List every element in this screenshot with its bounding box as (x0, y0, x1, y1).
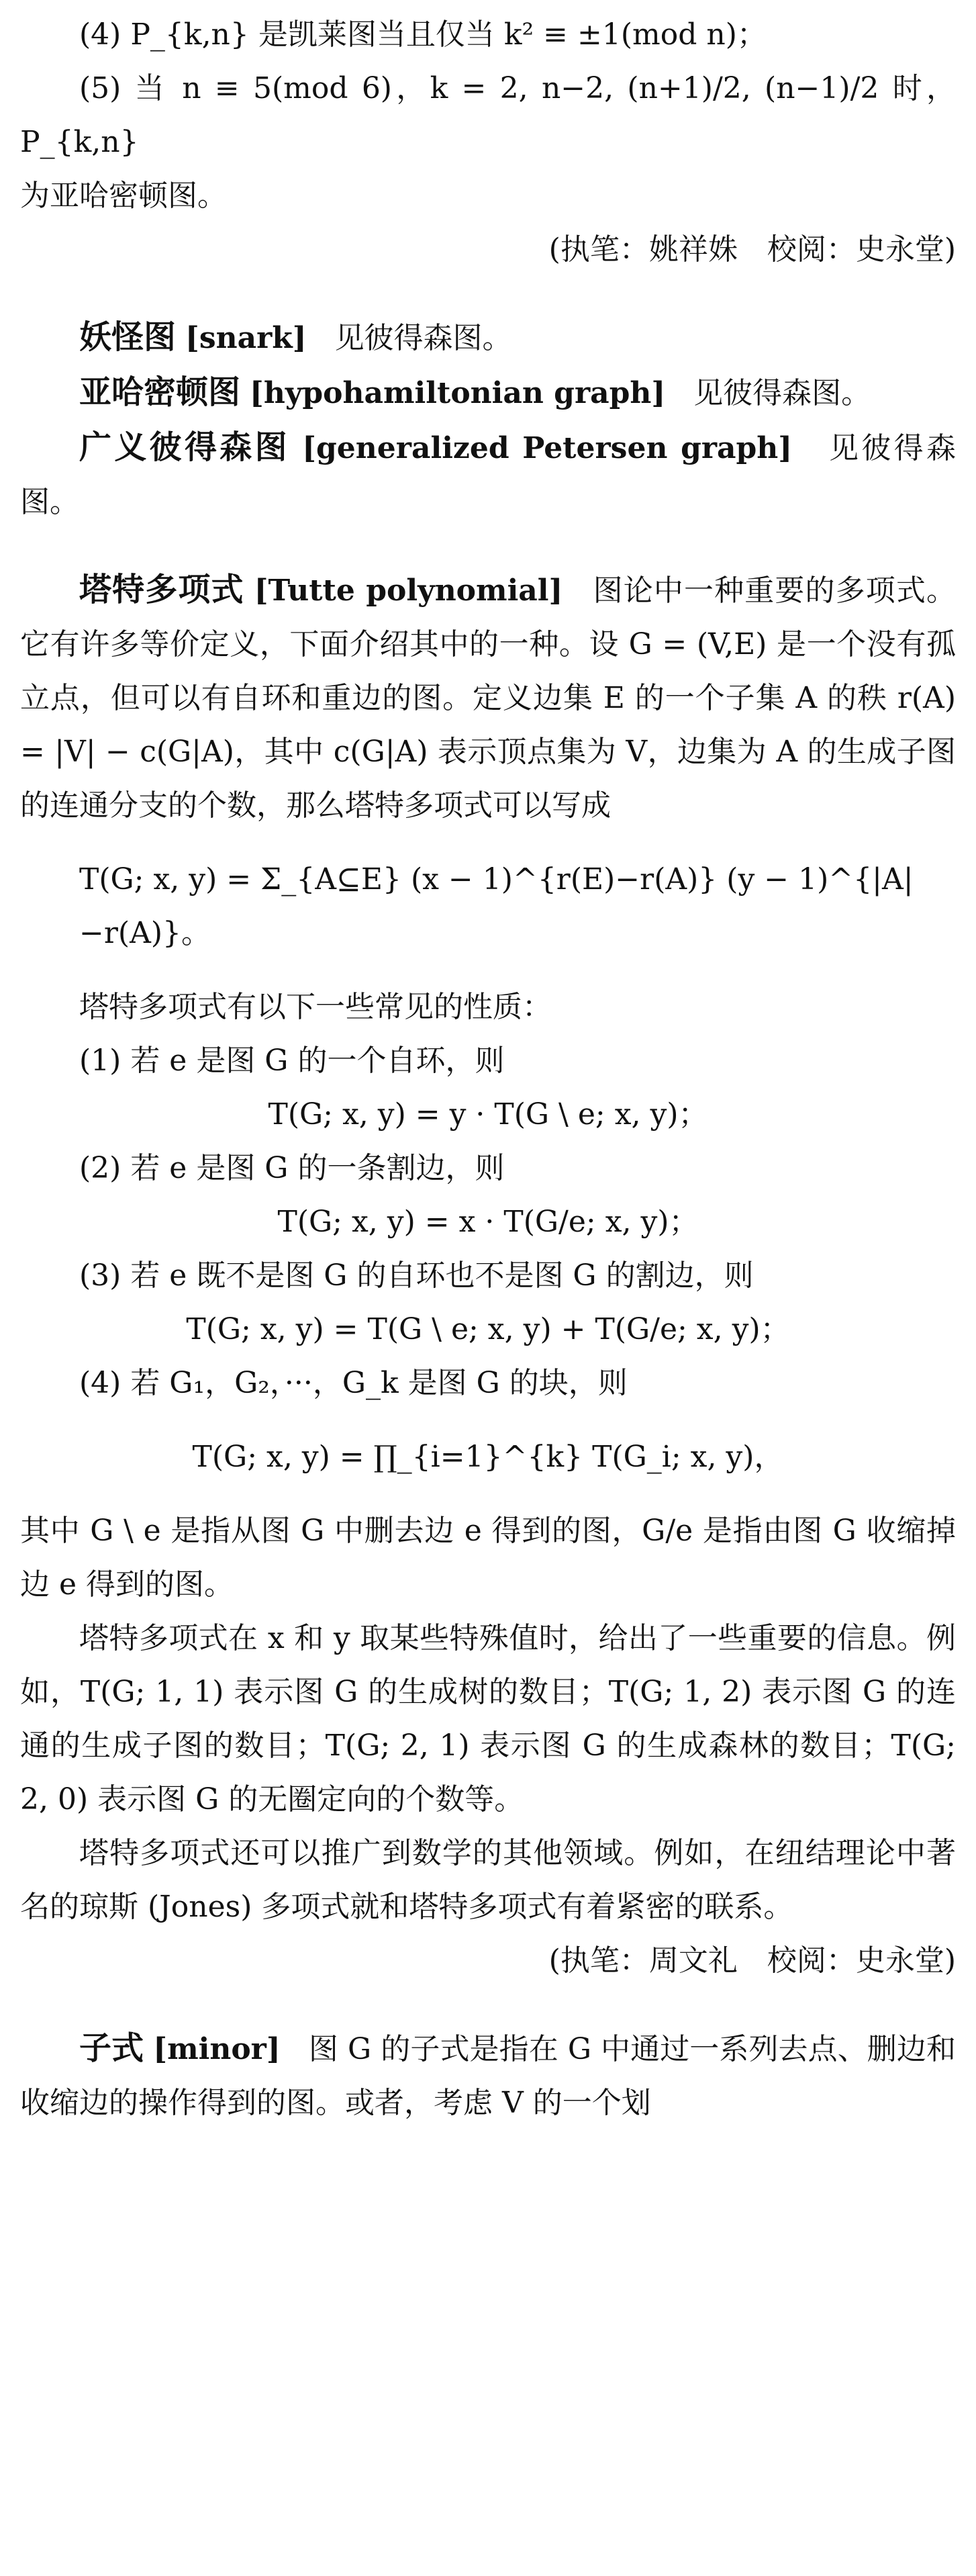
signature-1: (执笔：姚祥姝 校阅：史永堂) (548, 232, 956, 267)
headword: 广义彼得森图 (79, 428, 290, 466)
item-5-line-2: 为亚哈密顿图。 (20, 179, 227, 213)
english-term: [snark] (185, 321, 307, 355)
english-term: [hypohamiltonian graph] (250, 376, 666, 410)
property-3: (3) 若 e 既不是图 G 的自环也不是图 G 的割边，则 (79, 1258, 754, 1293)
headword: 妖怪图 (79, 318, 177, 356)
item-5-line-1: (5) 当 n ≡ 5(mod 6)，k = 2, n−2, (n+1)/2, (n−1)/2 时，P_{k,n} (20, 71, 956, 159)
properties-intro: 塔特多项式有以下一些常见的性质： (79, 990, 552, 1024)
headword: 亚哈密顿图 (79, 373, 241, 411)
property-4: (4) 若 G₁，G₂，···，G_k 是图 G 的块，则 (79, 1366, 628, 1400)
entry-minor (20, 2021, 956, 2130)
item-4: (4) P_{k,n} 是凯莱图当且仅当 k² ≡ ±1(mod n)； (79, 17, 767, 52)
headword: 塔特多项式 (79, 571, 244, 608)
english-term: [generalized Petersen graph] (302, 431, 793, 465)
entry-hypohamiltonian (20, 365, 956, 420)
formula-main: T(G; x, y) = Σ_{A⊆E} (x − 1)^{r(E)−r(A)} (y − 1)^{|A|−r(A)}。 (79, 862, 914, 950)
property-1: (1) 若 e 是图 G 的一个自环，则 (79, 1044, 505, 1078)
paragraph-generalization: 塔特多项式还可以推广到数学的其他领域。例如，在纽结理论中著名的琼斯 (Jones) 多项式就和塔特多项式有着紧密的联系。 (20, 1836, 956, 1924)
entry-text: 见彼得森图。 (693, 376, 871, 410)
property-2: (2) 若 e 是图 G 的一条割边，则 (79, 1151, 505, 1185)
formula-2: T(G; x, y) = x · T(G/e; x, y)； (277, 1205, 699, 1239)
entry-snark (20, 310, 956, 365)
signature-2: (执笔：周文礼 校阅：史永堂) (548, 1943, 956, 1978)
english-term: [Tutte polynomial] (254, 573, 563, 608)
headword: 子式 (79, 2029, 144, 2067)
entry-text: 见彼得森图。 (20, 431, 956, 519)
formula-4: T(G; x, y) = ∏_{i=1}^{k} T(G_i; x, y)， (192, 1440, 784, 1474)
entry-generalized-petersen (20, 420, 956, 529)
entry-tutte-polynomial (20, 563, 956, 833)
entry-text: 见彼得森图。 (334, 321, 512, 355)
entry-text: 图论中一种重要的多项式。它有许多等价定义，下面介绍其中的一种。设 G = (V,E) 是一个没有孤立点，但可以有自环和重边的图。定义边集 E 的一个子集 A 的秩 r(A) = |V| − c(G|A)，其中 c(G|A) 表示顶点集为 V，边集为 A 的生成子图的连通分支的个数，那么塔特多项式可以写成 (20, 573, 956, 823)
formula-3: T(G; x, y) = T(G \ e; x, y) + T(G/e; x, y)； (186, 1312, 790, 1346)
english-term: [minor] (153, 2032, 281, 2066)
explanation: 其中 G \ e 是指从图 G 中删去边 e 得到的图，G/e 是指由图 G 收缩掉边 e 得到的图。 (20, 1514, 956, 1602)
paragraph-special-values: 塔特多项式在 x 和 y 取某些特殊值时，给出了一些重要的信息。例如，T(G; 1, 1) 表示图 G 的生成树的数目；T(G; 1, 2) 表示图 G 的连通的生成子图的数目；T(G; 2, 1) 表示图 G 的生成森林的数目；T(G; 2, 0) 表示图 G 的无圈定向的个数等。 (20, 1621, 956, 1816)
formula-1: T(G; x, y) = y · T(G \ e; x, y)； (268, 1097, 708, 1132)
entry-text: 图 G 的子式是指在 G 中通过一系列去点、删边和收缩边的操作得到的图。或者，考虑 V 的一个划 (20, 2032, 956, 2120)
